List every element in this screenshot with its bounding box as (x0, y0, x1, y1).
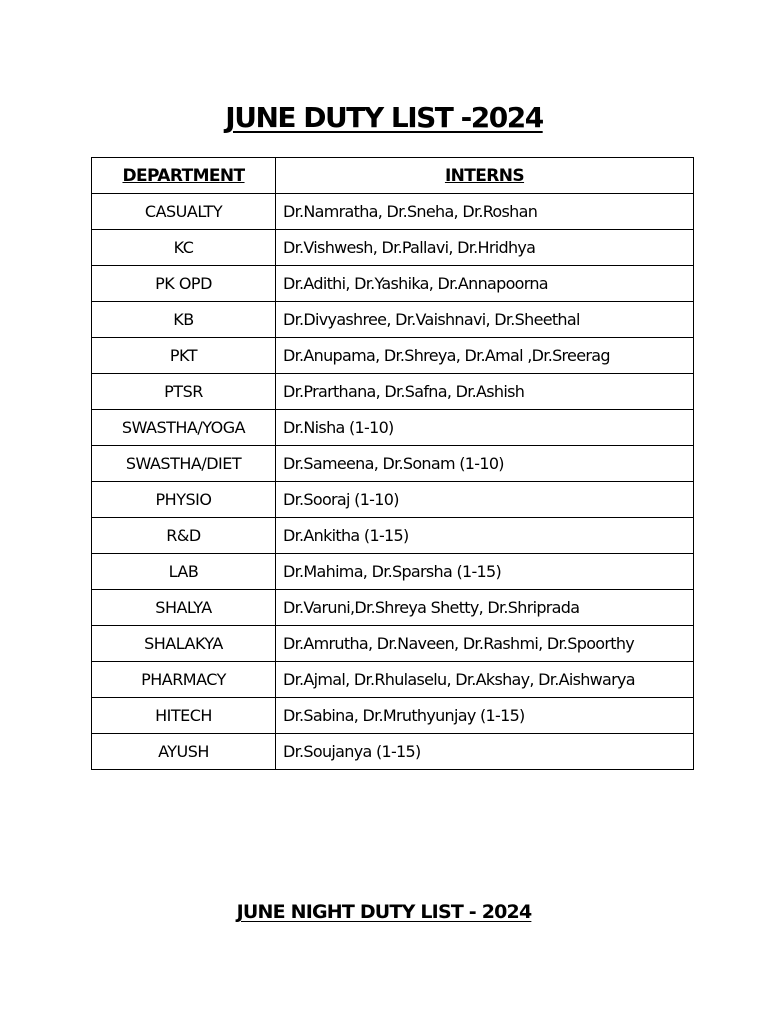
table-row (92, 446, 694, 482)
interns-cell: Dr.Anupama, Dr.Shreya, Dr.Amal ,Dr.Sreerag (276, 338, 694, 374)
table-row (92, 662, 694, 698)
department-cell: KB (92, 302, 276, 338)
table-row (92, 518, 694, 554)
interns-cell: Dr.Divyashree, Dr.Vaishnavi, Dr.Sheethal (276, 302, 694, 338)
table-row (92, 194, 694, 230)
department-cell: PKT (92, 338, 276, 374)
header-department: DEPARTMENT (92, 158, 276, 194)
duty-table (91, 157, 694, 770)
department-cell: PTSR (92, 374, 276, 410)
table-row (92, 482, 694, 518)
table-row (92, 626, 694, 662)
interns-cell: Dr.Adithi, Dr.Yashika, Dr.Annapoorna (276, 266, 694, 302)
interns-cell: Dr.Sooraj (1-10) (276, 482, 694, 518)
table-row (92, 374, 694, 410)
department-cell: CASUALTY (92, 194, 276, 230)
table-row (92, 590, 694, 626)
table-row (92, 338, 694, 374)
department-cell: KC (92, 230, 276, 266)
department-cell: SHALAKYA (92, 626, 276, 662)
interns-cell: Dr.Nisha (1-10) (276, 410, 694, 446)
department-cell: HITECH (92, 698, 276, 734)
interns-cell: Dr.Amrutha, Dr.Naveen, Dr.Rashmi, Dr.Spoorthy (276, 626, 694, 662)
department-cell: AYUSH (92, 734, 276, 770)
department-cell: PHARMACY (92, 662, 276, 698)
department-cell: SWASTHA/YOGA (92, 410, 276, 446)
interns-cell: Dr.Varuni,Dr.Shreya Shetty, Dr.Shripradа (276, 590, 694, 626)
interns-cell: Dr.Mahima, Dr.Sparsha (1-15) (276, 554, 694, 590)
table-row (92, 554, 694, 590)
department-cell: SWASTHA/DIET (92, 446, 276, 482)
table-body (92, 194, 694, 770)
interns-cell: Dr.Prarthana, Dr.Safna, Dr.Ashish (276, 374, 694, 410)
interns-cell: Dr.Vishwesh, Dr.Pallavi, Dr.Hridhya (276, 230, 694, 266)
department-cell: PHYSIO (92, 482, 276, 518)
table-row (92, 230, 694, 266)
interns-cell: Dr.Soujanya (1-15) (276, 734, 694, 770)
table-row (92, 698, 694, 734)
interns-cell: Dr.Sameena, Dr.Sonam (1-10) (276, 446, 694, 482)
interns-cell: Dr.Namratha, Dr.Sneha, Dr.Roshan (276, 194, 694, 230)
department-cell: R&D (92, 518, 276, 554)
table-row (92, 302, 694, 338)
table-row (92, 734, 694, 770)
department-cell: LAB (92, 554, 276, 590)
table-header-row (92, 158, 694, 194)
department-cell: SHALYA (92, 590, 276, 626)
interns-cell: Dr.Ajmal, Dr.Rhulaselu, Dr.Akshay, Dr.Aishwarya (276, 662, 694, 698)
header-interns: INTERNS (276, 158, 694, 194)
page-title: JUNE DUTY LIST -2024 (225, 101, 543, 134)
table-row (92, 266, 694, 302)
interns-cell: Dr.Sabina, Dr.Mruthyunjay (1-15) (276, 698, 694, 734)
interns-cell: Dr.Ankitha (1-15) (276, 518, 694, 554)
department-cell: PK OPD (92, 266, 276, 302)
table-row (92, 410, 694, 446)
night-duty-title: JUNE NIGHT DUTY LIST - 2024 (236, 901, 532, 923)
